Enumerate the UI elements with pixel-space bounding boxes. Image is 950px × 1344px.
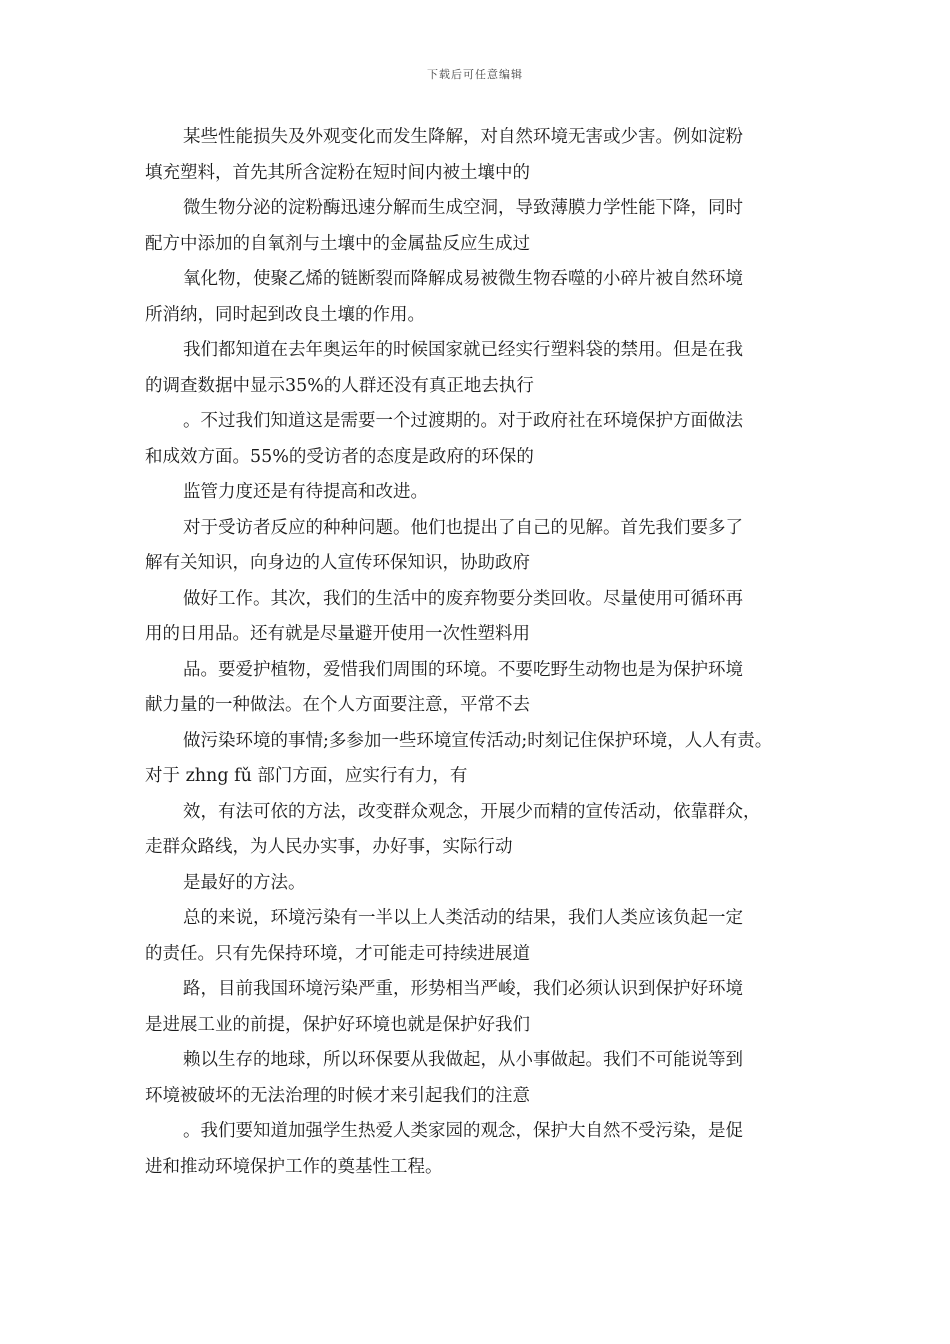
paragraph [145, 795, 825, 866]
paragraph-line: 配方中添加的自氧剂与土壤中的金属盐反应生成过 [145, 233, 530, 254]
document-body [145, 120, 825, 1185]
paragraph-line: 解有关知识，向身边的人宣传环保知识，协助政府 [145, 553, 530, 573]
paragraph [145, 582, 825, 653]
paragraph-line: 对于受访者反应的种种问题。他们也提出了自己的见解。首先我们要多了 [183, 517, 743, 538]
paragraph-line: 。我们要知道加强学生热爱人类家园的观念，保护大自然不受污染，是促 [183, 1121, 743, 1141]
paragraph-line: 献力量的一种做法。在个人方面要注意，平常不去 [145, 695, 530, 715]
paragraph-line: 环境被破坏的无法治理的时候才来引起我们的注意 [145, 1085, 530, 1106]
paragraph [145, 475, 825, 511]
paragraph [145, 866, 825, 902]
paragraph-line: 路，目前我国环境污染严重，形势相当严峻，我们必须认识到保护好环境 [183, 979, 743, 999]
paragraph-line: 是进展工业的前提，保护好环境也就是保护好我们 [145, 1014, 530, 1035]
paragraph-line: 品。要爱护植物，爱惜我们周围的环境。不要吃野生动物也是为保护环境 [183, 659, 743, 680]
paragraph [145, 511, 825, 582]
paragraph-line: 做好工作。其次，我们的生活中的废弃物要分类回收。尽量使用可循环再 [183, 588, 743, 609]
paragraph-line: 我们都知道在去年奥运年的时候国家就已经实行塑料袋的禁用。但是在我 [183, 340, 743, 360]
paragraph [145, 653, 825, 724]
paragraph-line: 效，有法可依的方法，改变群众观念，开展少而精的宣传活动，依靠群众， [183, 801, 761, 822]
paragraph [145, 333, 825, 404]
paragraph-line: 某些性能损失及外观变化而发生降解，对自然环境无害或少害。例如淀粉 [183, 127, 743, 147]
paragraph [145, 191, 825, 262]
paragraph [145, 262, 825, 333]
paragraph [145, 724, 825, 795]
paragraph [145, 404, 825, 475]
paragraph-line: 的调查数据中显示35%的人群还没有真正地去执行 [145, 375, 534, 396]
paragraph-line: 。不过我们知道这是需要一个过渡期的。对于政府社在环境保护方面做法 [183, 411, 743, 431]
paragraph-line: 填充塑料，首先其所含淀粉在短时间内被土壤中的 [145, 162, 530, 183]
paragraph-line: 是最好的方法。 [183, 872, 306, 893]
paragraph-line: 做污染环境的事情;多参加一些环境宣传活动;时刻记住保护环境，人人有责。 [183, 730, 773, 751]
paragraph-line: 进和推动环境保护工作的奠基性工程。 [145, 1156, 443, 1177]
paragraph [145, 972, 825, 1043]
paragraph [145, 901, 825, 972]
paragraph [145, 1114, 825, 1185]
paragraph-line: 对于 zhng fǔ 部门方面，应实行有力，有 [145, 766, 468, 786]
paragraph-line: 用的日用品。还有就是尽量避开使用一次性塑料用 [145, 624, 530, 644]
paragraph-line: 赖以生存的地球，所以环保要从我做起，从小事做起。我们不可能说等到 [183, 1050, 743, 1070]
paragraph-line: 监管力度还是有待提高和改进。 [183, 482, 428, 502]
paragraph-line: 氧化物，使聚乙烯的链断裂而降解成易被微生物吞噬的小碎片被自然环境 [183, 269, 743, 289]
paragraph-line: 走群众路线，为人民办实事，办好事，实际行动 [145, 837, 513, 857]
paragraph-line: 和成效方面。55%的受访者的态度是政府的环保的 [145, 446, 534, 467]
paragraph-line: 所消纳，同时起到改良土壤的作用。 [145, 304, 425, 325]
paragraph-line: 的责任。只有先保持环境，才可能走可持续进展道 [145, 943, 530, 964]
paragraph [145, 1043, 825, 1114]
paragraph [145, 120, 825, 191]
page-header: 下载后可任意编辑 [427, 68, 523, 81]
paragraph-line: 总的来说，环境污染有一半以上人类活动的结果，我们人类应该负起一定 [183, 908, 743, 928]
paragraph-line: 微生物分泌的淀粉酶迅速分解而生成空洞，导致薄膜力学性能下降，同时 [183, 198, 743, 218]
